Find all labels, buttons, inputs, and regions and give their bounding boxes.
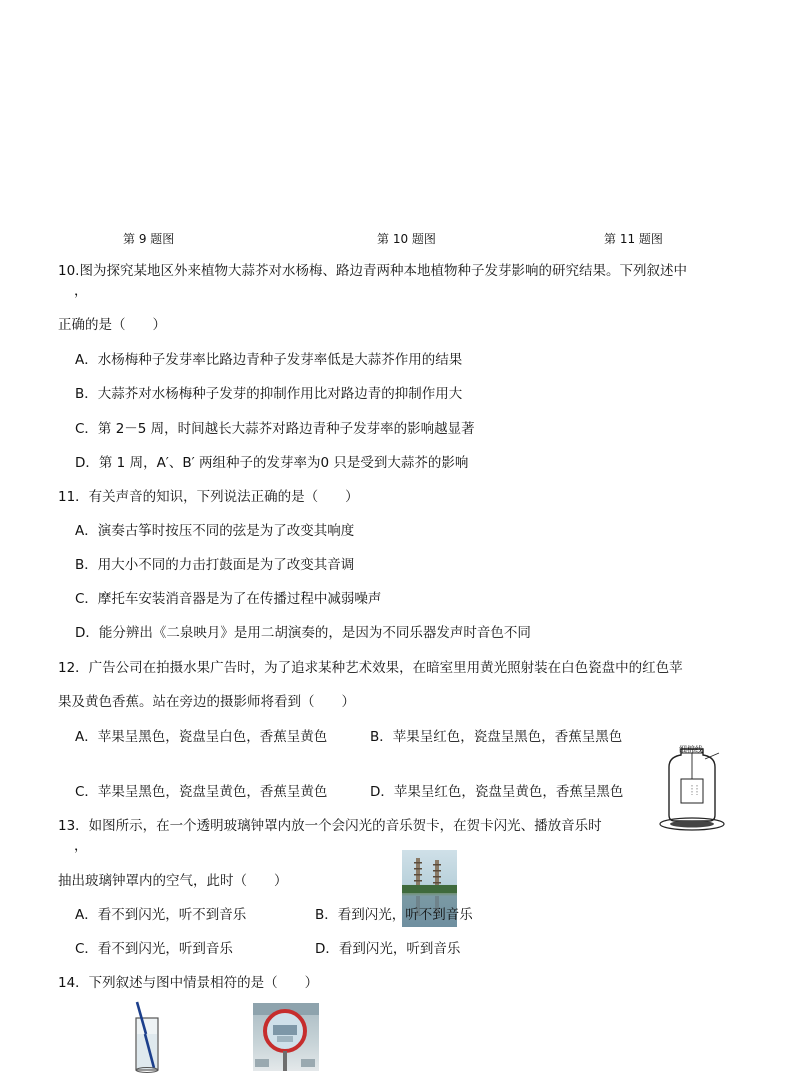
q12-option-a: A．苹果呈黑色，瓷盘呈白色，香蕉呈黄色 [75, 729, 328, 745]
q12-stem-line2: 果及黄色香蕉。站在旁边的摄影师将看到（ ） [58, 694, 355, 710]
q13-option-d: D．看到闪光，听到音乐 [315, 941, 461, 957]
glass-rod-drawing [132, 1000, 164, 1074]
q12-option-d: D．苹果呈红色，瓷盘呈黄色，香蕉呈黑色 [370, 784, 624, 800]
q10-option-d: D．第 1 周，A′、B′ 两组种子的发芽率为0 只是受到大蒜芥的影响 [75, 455, 469, 471]
figure-caption-9: 第 9 题图 [123, 232, 175, 246]
q14-stem: 14．下列叙述与图中情景相符的是（ ） [58, 975, 319, 991]
q10-stem-line1: 10.图为探究某地区外来植物大蒜芥对水杨梅、路边青两种本地植物种子发芽影响的研究结果。下列叙述中 [58, 263, 687, 279]
q11-option-c: C．摩托车安装消音器是为了在传播过程中减弱噪声 [75, 591, 382, 607]
q10-stem-line2: 正确的是（ ） [58, 317, 166, 333]
q11-option-b: B．用大小不同的力击打鼓面是为了改变其音调 [75, 557, 355, 573]
q10-option-c: C．第 2－5 周，时间越长大蒜芥对路边青种子发芽率的影响越显著 [75, 421, 475, 437]
q10-option-a: A．水杨梅种子发芽率比路边青种子发芽率低是大蒜芥作用的结果 [75, 352, 463, 368]
q13-option-a: A．看不到闪光，听不到音乐 [75, 907, 247, 923]
figure-caption-11: 第 11 题图 [604, 232, 663, 246]
bell-jar-figure [655, 745, 745, 835]
figure-caption-10: 第 10 题图 [377, 232, 436, 246]
glass-rod-figure [132, 1000, 164, 1074]
q10-option-b: B．大蒜芥对水杨梅种子发芽的抑制作用比对路边青的抑制作用大 [75, 386, 463, 402]
q13-stem-line1: 13．如图所示，在一个透明玻璃钟罩内放一个会闪光的音乐贺卡，在贺卡闪光、播放音乐时 [58, 818, 602, 834]
q13-option-b: B．看到闪光，听不到音乐 [315, 907, 473, 923]
bell-jar-label: 细棉线 [679, 745, 703, 754]
q13-stem-comma: ， [74, 838, 88, 854]
q13-option-c: C．看不到闪光，听到音乐 [75, 941, 233, 957]
q11-option-a: A．演奏古筝时按压不同的弦是为了改变其响度 [75, 523, 355, 539]
q12-option-c: C．苹果呈黑色，瓷盘呈黄色，香蕉呈黄色 [75, 784, 328, 800]
q11-option-d: D．能分辨出《二泉映月》是用二胡演奏的，是因为不同乐器发声时音色不同 [75, 625, 531, 641]
convex-mirror-photo [253, 1003, 319, 1071]
q11-stem: 11．有关声音的知识，下列说法正确的是（ ） [58, 489, 359, 505]
q12-stem-line1: 12．广告公司在拍摄水果广告时，为了追求某种艺术效果，在暗室里用黄光照射装在白色瓷盘中的红色苹 [58, 660, 683, 676]
convex-mirror-drawing [253, 1003, 319, 1071]
q13-stem-line2: 抽出玻璃钟罩内的空气，此时（ ） [58, 873, 288, 889]
bell-jar-drawing [655, 745, 745, 835]
q12-option-b: B．苹果呈红色，瓷盘呈黑色，香蕉呈黑色 [370, 729, 623, 745]
q10-stem-comma: ， [74, 283, 88, 299]
